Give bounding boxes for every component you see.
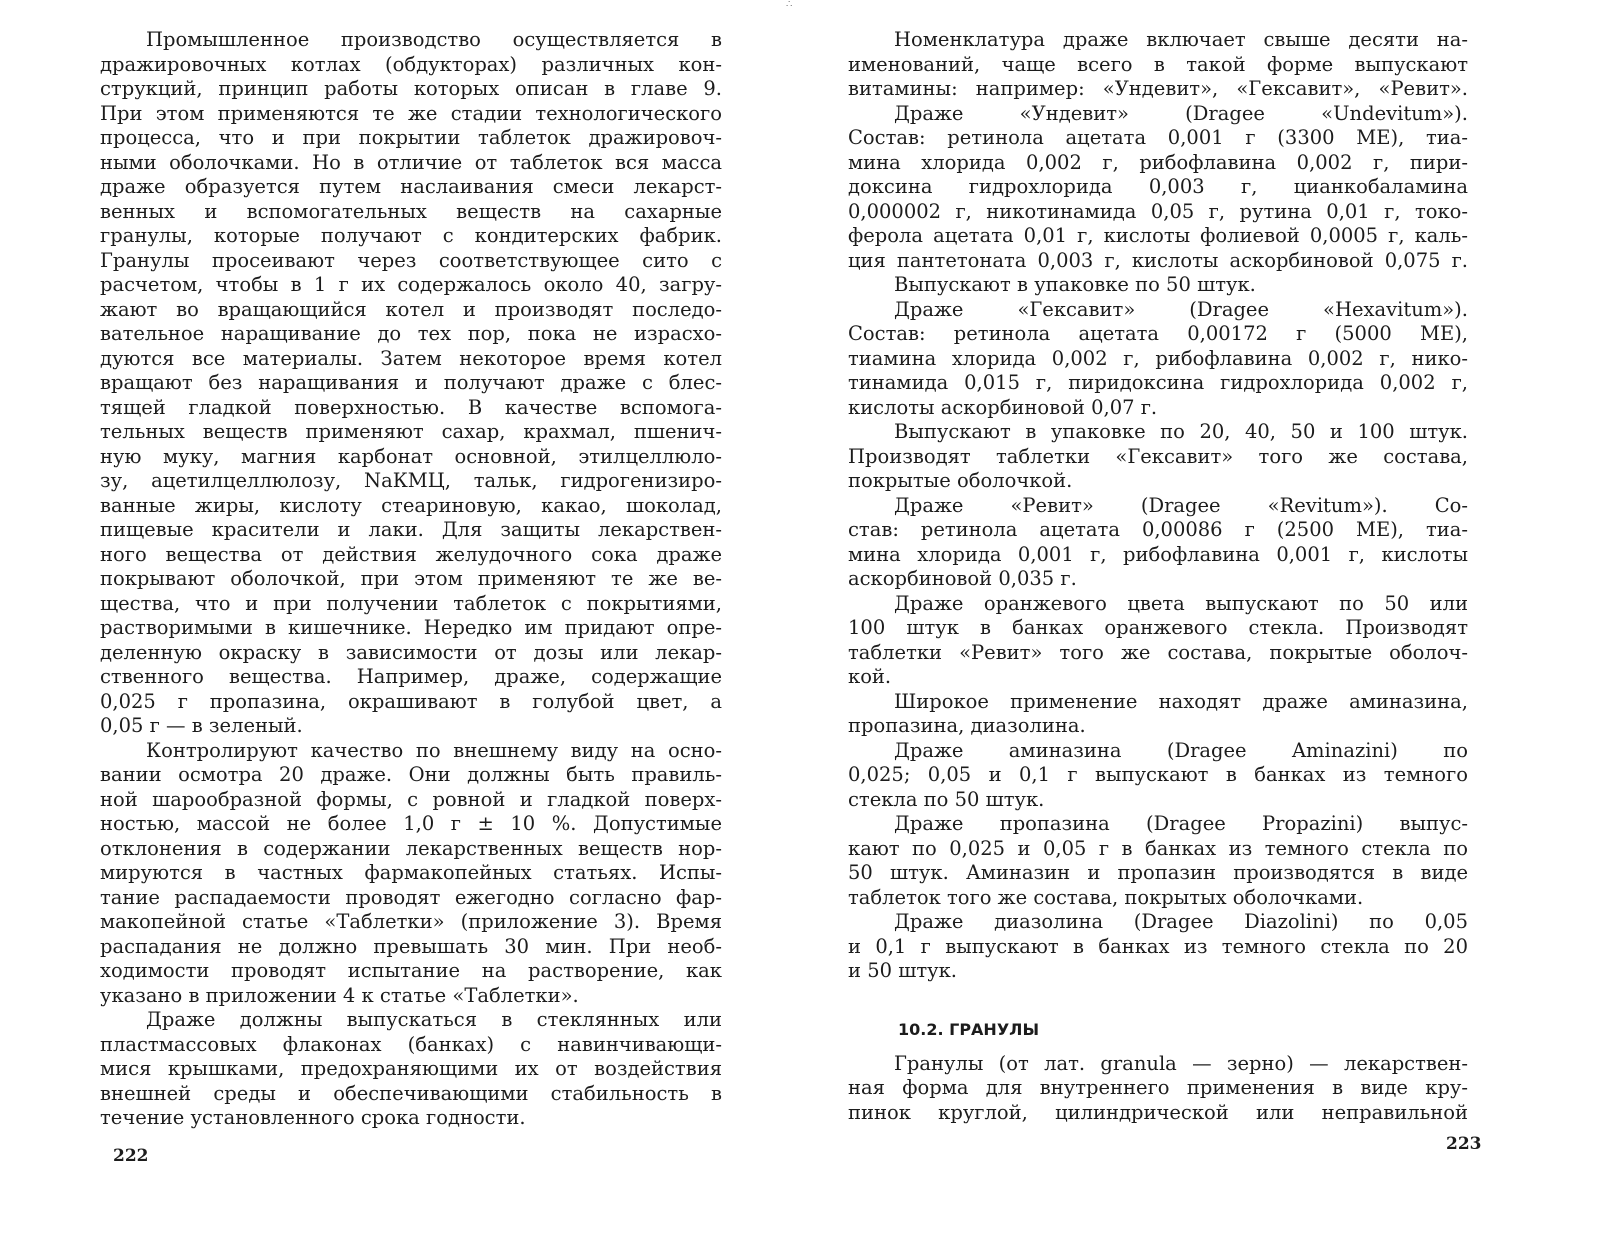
text-line: пинок круглой, цилиндрической или неправильной: [848, 1100, 1468, 1124]
text-line: пропазина, диазолина.: [848, 714, 1086, 737]
text-line: вращают без наращивания и получают драже с блес-: [100, 371, 722, 394]
section-gap: [848, 1042, 1468, 1052]
text-line: ходимости проводят испытание на растворение, как: [100, 959, 722, 982]
text-line: Гранулы просеивают через соответствующее сито с: [100, 248, 722, 272]
text-line: течение установленного срока годности.: [100, 1106, 526, 1129]
text-line: вательное наращивание до тех пор, пока не израсхо-: [100, 322, 722, 345]
text-line: мируются в частных фармакопейных статьях. Испы-: [100, 861, 722, 884]
text-line: пластмассовых флаконах (банках) с навинчивающи-: [100, 1032, 722, 1056]
text-line: тящей гладкой поверхностью. В качестве вспомога-: [100, 395, 722, 419]
section-gap: [848, 984, 1468, 1018]
text-line: вании осмотра 20 драже. Они должны быть правиль-: [100, 763, 722, 786]
text-line: ной шарообразной формы, с ровной и гладкой поверх-: [100, 787, 722, 811]
text-line: тиамина хлорида 0,002 г, рибофлавина 0,002 г, нико-: [848, 346, 1468, 370]
left-page-number: 222: [113, 1146, 149, 1166]
text-line: покрытые оболочкой.: [848, 469, 1073, 492]
text-line: внешней среды и обеспечивающими стабильность в: [100, 1081, 722, 1105]
text-line: ная форма для внутреннего применения в виде кру-: [848, 1076, 1468, 1099]
text-line: доксина гидрохлорида 0,003 г, цианкобаламина: [848, 175, 1468, 198]
text-line: тинамида 0,015 г, пиридоксина гидрохлорида 0,002 г,: [848, 371, 1468, 394]
text-line: Драже пропазина (Dragee Propazini) выпус-: [894, 812, 1468, 835]
text-line: дражировочных котлах (обдукторах) различных кон-: [100, 52, 722, 76]
text-line: расчетом, чтобы в 1 г их содержалось около 40, загру-: [100, 273, 722, 296]
text-line: таблеток того же состава, покрытых оболочками.: [848, 885, 1364, 909]
text-line: Драже диазолина (Dragee Diazolini) по 0,05: [894, 910, 1468, 933]
scan-speck: ∴: [786, 0, 793, 10]
text-line: ностью, массой не более 1,0 г ± 10 %. Допустимые: [100, 812, 722, 835]
text-line: указано в приложении 4 к статье «Таблетки».: [100, 983, 579, 1007]
text-line: отклонения в содержании лекарственных веществ нор-: [100, 836, 722, 860]
text-line: ную муку, магния карбонат основной, этилцеллюло-: [100, 444, 722, 468]
text-line: Производят таблетки «Гексавит» того же состава,: [848, 444, 1468, 468]
text-line: ферола ацетата 0,01 г, кислоты фолиевой 0,0005 г, каль-: [848, 224, 1468, 247]
text-line: деленную окраску в зависимости от дозы или лекар-: [100, 640, 722, 664]
text-line: кислоты аскорбиновой 0,07 г.: [848, 395, 1158, 419]
text-line: Драже аминазина (Dragee Aminazini) по: [894, 738, 1468, 762]
section-heading: 10.2. ГРАНУЛЫ: [898, 1019, 1040, 1039]
text-line: При этом применяются те же стадии технологического: [100, 101, 722, 125]
text-line: драже образуется путем наслаивания смеси лекарст-: [100, 175, 722, 198]
text-line: покрывают оболочкой, при этом применяют те же ве-: [100, 567, 722, 590]
right-page-number: 223: [1446, 1134, 1482, 1154]
text-line: и 50 штук.: [848, 959, 957, 982]
text-line: щества, что и при получении таблеток с покрытиями,: [100, 591, 722, 615]
text-line: Состав: ретинола ацетата 0,00172 г (5000 МЕ),: [848, 322, 1468, 345]
text-line: ными оболочками. Но в отличие от таблеток вся масса: [100, 150, 722, 174]
text-line: витамины: например: «Ундевит», «Гексавит», «Ревит».: [848, 77, 1468, 100]
text-line: дуются все материалы. Затем некоторое время котел: [100, 346, 722, 370]
text-line: 50 штук. Аминазин и пропазин производятся в виде: [848, 861, 1468, 884]
text-line: Драже «Ундевит» (Dragee «Undevitum»).: [894, 101, 1468, 125]
text-line: кают по 0,025 и 0,05 г в банках из темного стекла по: [848, 836, 1468, 860]
text-line: 0,05 г — в зеленый.: [100, 714, 303, 737]
text-line: процесса, что и при покрытии таблеток дражировоч-: [100, 126, 722, 149]
text-line: зу, ацетилцеллюлозу, NaКМЦ, тальк, гидрогенизиро-: [100, 469, 722, 492]
text-line: мина хлорида 0,002 г, рибофлавина 0,002 г, пири-: [848, 150, 1468, 174]
right-page-text: [848, 28, 1468, 1125]
text-line: и 0,1 г выпускают в банках из темного стекла по 20: [848, 934, 1468, 958]
text-line: тание распадаемости проводят ежегодно согласно фар-: [100, 885, 722, 909]
text-line: именований, чаще всего в такой форме выпускают: [848, 52, 1468, 76]
text-line: гранулы, которые получают с кондитерских фабрик.: [100, 224, 722, 247]
text-line: жают во вращающийся котел и производят последо-: [100, 297, 722, 321]
text-line: 0,025 г пропазина, окрашивают в голубой цвет, а: [100, 689, 722, 713]
text-line: струкций, принцип работы которых описан в главе 9.: [100, 77, 722, 100]
text-line: макопейной статье «Таблетки» (приложение 3). Время: [100, 910, 722, 933]
text-line: ция пантетоната 0,003 г, кислоты аскорбиновой 0,075 г.: [848, 248, 1468, 272]
text-line: Состав: ретинола ацетата 0,001 г (3300 МЕ), тиа-: [848, 126, 1468, 149]
text-line: Драже «Гексавит» (Dragee «Hexavitum»).: [894, 297, 1468, 321]
text-line: Гранулы (от лат. granula — зерно) — лекарствен-: [894, 1051, 1468, 1075]
text-line: 100 штук в банках оранжевого стекла. Производят: [848, 616, 1468, 639]
text-line: 0,000002 г, никотинамида 0,05 г, рутина 0,01 г, токо-: [848, 199, 1468, 223]
text-line: Выпускают в упаковке по 20, 40, 50 и 100 штук.: [894, 420, 1468, 443]
text-line: таблетки «Ревит» того же состава, покрытые оболоч-: [848, 640, 1468, 664]
text-line: тельных веществ применяют сахар, крахмал, пшенич-: [100, 420, 722, 443]
text-line: растворимыми в кишечнике. Нередко им придают опре-: [100, 616, 722, 639]
text-line: Номенклатура драже включает свыше десяти на-: [894, 28, 1468, 51]
text-line: аскорбиновой 0,035 г.: [848, 567, 1077, 590]
text-line: Выпускают в упаковке по 50 штук.: [894, 273, 1256, 296]
text-line: Контролируют качество по внешнему виду на осно-: [146, 738, 722, 762]
text-line: ванные жиры, кислоту стеариновую, какао, шоколад,: [100, 493, 722, 517]
text-line: кой.: [848, 665, 892, 688]
text-line: Широкое применение находят драже аминазина,: [894, 689, 1468, 713]
text-line: пищевые красители и лаки. Для защиты лекарствен-: [100, 518, 722, 541]
text-line: стекла по 50 штук.: [848, 787, 1045, 811]
text-line: Промышленное производство осуществляется в: [146, 28, 722, 51]
text-line: мина хлорида 0,001 г, рибофлавина 0,001 г, кислоты: [848, 542, 1468, 566]
text-line: Драже должны выпускаться в стеклянных или: [146, 1008, 722, 1031]
text-line: ного вещества от действия желудочного сока драже: [100, 542, 722, 566]
text-line: 0,025; 0,05 и 0,1 г выпускают в банках из темного: [848, 763, 1468, 786]
text-line: став: ретинола ацетата 0,00086 г (2500 МЕ), тиа-: [848, 518, 1468, 541]
text-line: распадания не должно превышать 30 мин. При необ-: [100, 934, 722, 958]
left-page-text: [100, 28, 722, 1131]
text-line: Драже оранжевого цвета выпускают по 50 или: [894, 591, 1468, 615]
text-line: ственного вещества. Например, драже, содержащие: [100, 665, 722, 688]
text-line: венных и вспомогательных веществ на сахарные: [100, 199, 722, 223]
text-line: мися крышками, предохраняющими их от воздействия: [100, 1057, 722, 1080]
text-line: Драже «Ревит» (Dragee «Revitum»). Со-: [894, 493, 1468, 517]
